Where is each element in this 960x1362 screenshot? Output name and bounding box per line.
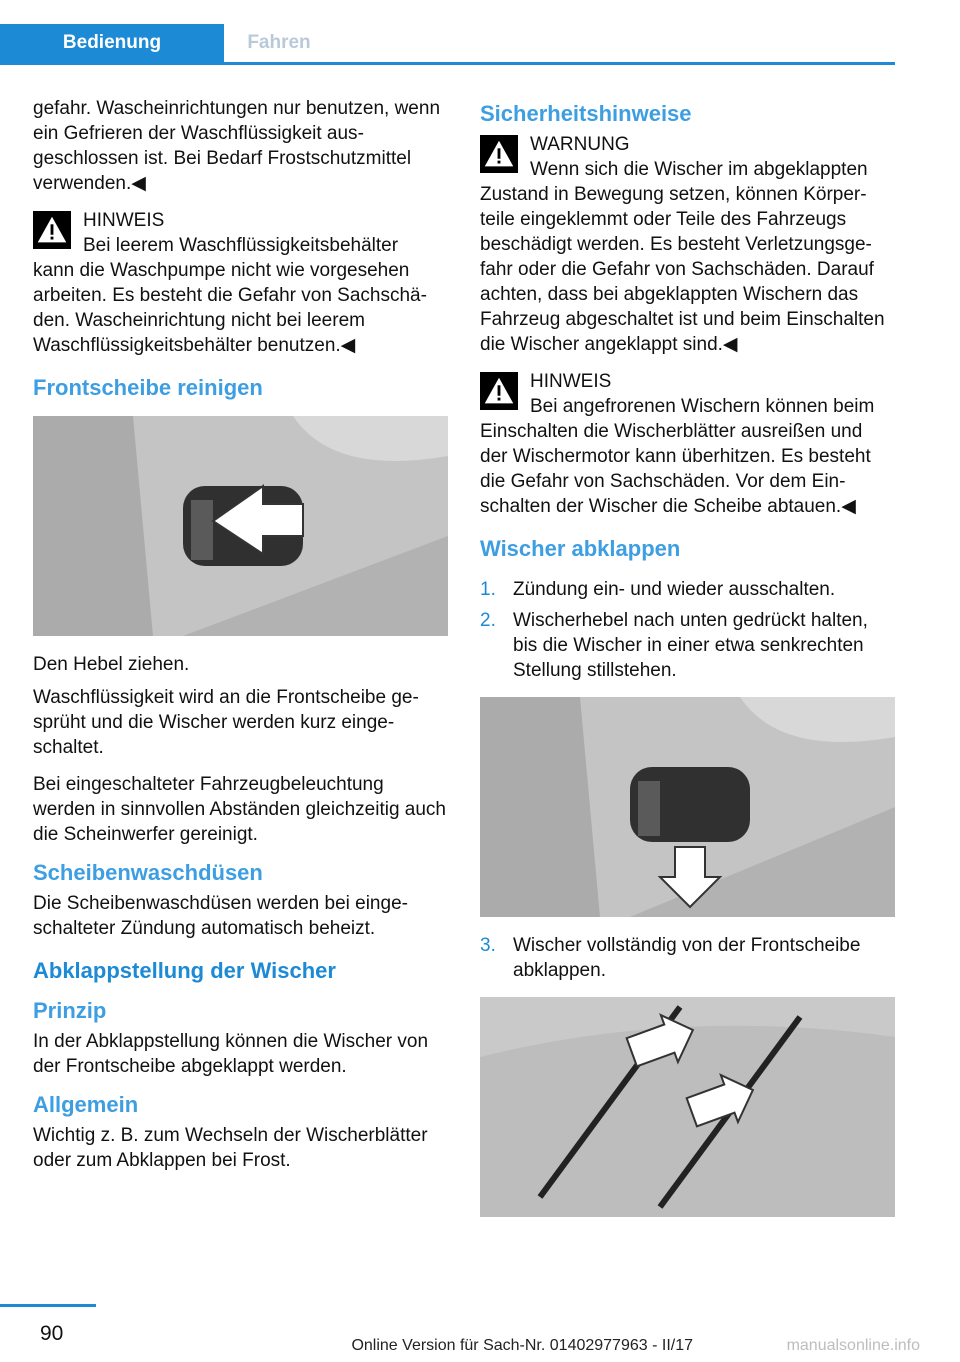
heading-frontscheibe: Frontscheibe reinigen xyxy=(33,375,263,400)
spray-paragraph: Waschflüssigkeit wird an die Frontscheibe gesprüht und die Wischer werden kurz eingeschaltet. xyxy=(33,687,419,758)
page-number: 90 xyxy=(40,1322,64,1345)
online-version: Online Version für Sach-Nr. 01402977963 - II/17 xyxy=(351,1337,693,1354)
headlight-paragraph: Bei eingeschalteter Fahrzeugbeleuchtung werden in sinnvollen Abständen gleichzeitig auch die Scheinwerfer gereinigt. xyxy=(33,774,446,845)
section-tabs xyxy=(0,24,895,65)
notice-body: kann die Waschpumpe nicht wie vorgesehen arbeiten. Es besteht die Gefahr von Sachschäden. Wascheinrichtung nicht bei leerem Waschflüssigkeitsbehälter benutzen.◀ xyxy=(33,260,427,356)
step-text: Wischer vollständig von der Frontscheibe abklappen. xyxy=(513,935,861,981)
warning-first-line: Wenn sich die Wischer im abgeklappten xyxy=(530,159,868,180)
list-item xyxy=(480,608,895,683)
tab-fahren[interactable]: Fahren xyxy=(247,32,311,53)
list-item xyxy=(480,577,895,602)
figure-wipers-folded xyxy=(480,997,895,1217)
notice-body: Einschalten die Wischerblätter ausreißen und der Wischermotor kann überhitzen. Es besteht die Gefahr von Sachschäden. Vor dem Einschalten der Wischer die Scheibe abtauen.◀ xyxy=(480,421,871,517)
heading-scheibenwaschduesen: Scheibenwaschdüsen xyxy=(33,860,263,885)
lever-push-illustration xyxy=(480,697,895,917)
steps-list-a xyxy=(480,577,895,683)
heading-allgemein: Allgemein xyxy=(33,1092,139,1117)
watermark: manualsonline.info xyxy=(786,1337,920,1354)
heading-sicherheitshinweise: Sicherheitshinweise xyxy=(480,101,692,126)
heading-abklappstellung: Abklappstellung der Wischer xyxy=(33,958,336,983)
nozzles-paragraph: Die Scheibenwaschdüsen werden bei eingeschalteter Zündung automatisch beheizt. xyxy=(33,893,408,939)
heading-prinzip: Prinzip xyxy=(33,998,107,1023)
warning-folded-wipers xyxy=(480,132,895,357)
notice-washer-empty xyxy=(33,208,448,358)
step-text: Wischerhebel nach unten gedrückt halten, bis die Wischer in einer etwa senkrechten Stellung stillstehen. xyxy=(513,610,868,681)
step-number: 1. xyxy=(480,579,496,600)
principle-paragraph: In der Abklappstellung können die Wischer von der Frontscheibe abgeklappt werden. xyxy=(33,1031,429,1077)
step-text: Zündung ein- und wieder ausschalten. xyxy=(513,579,836,600)
footer-rule xyxy=(0,1304,96,1307)
figure-wiper-lever-push-down xyxy=(480,697,895,917)
notice-title: HINWEIS xyxy=(83,210,165,231)
notice-first-line: Bei angefrorenen Wischern können beim xyxy=(530,396,875,417)
notice-first-line: Bei leerem Waschflüssigkeitsbehälter xyxy=(83,235,399,256)
warning-title: WARNUNG xyxy=(530,134,630,155)
tab-bedienung[interactable]: Bedienung xyxy=(0,24,224,62)
warning-triangle-icon xyxy=(33,211,71,249)
intro-paragraph: gefahr. Wascheinrichtungen nur benutzen, wenn ein Gefrieren der Waschflüssigkeit ausgeschlossen ist. Bei Bedarf Frostschutzmittel verwenden.◀ xyxy=(33,98,441,194)
wipers-folded-illustration xyxy=(480,997,895,1217)
warning-triangle-icon xyxy=(480,135,518,173)
lever-pull-illustration xyxy=(33,416,448,636)
warning-body: Zustand in Bewegung setzen, können Körperteile eingeklemmt oder Teile des Fahrzeugs beschädigt werden. Es besteht Verletzungsgefahr oder die Gefahr von Sachschäden. Darauf achten, dass bei abgeklappten Wischern das Fahrzeug abgeschaltet ist und beim Einschalten die Wischer angeklappt sind.◀ xyxy=(480,184,885,355)
list-item xyxy=(480,933,895,983)
figure-wiper-lever-pull xyxy=(33,416,448,636)
general-paragraph: Wichtig z. B. zum Wechseln der Wischerblätter oder zum Abklappen bei Frost. xyxy=(33,1125,428,1171)
right-column xyxy=(480,96,895,1233)
lever-paragraph: Den Hebel ziehen. xyxy=(33,654,190,675)
left-column xyxy=(33,96,448,1185)
steps-list-b xyxy=(480,933,895,983)
notice-frozen-wipers xyxy=(480,369,895,519)
warning-triangle-icon xyxy=(480,372,518,410)
notice-title: HINWEIS xyxy=(530,371,612,392)
step-number: 2. xyxy=(480,610,496,631)
heading-wischer-abklappen: Wischer abklappen xyxy=(480,536,681,561)
step-number: 3. xyxy=(480,935,496,956)
